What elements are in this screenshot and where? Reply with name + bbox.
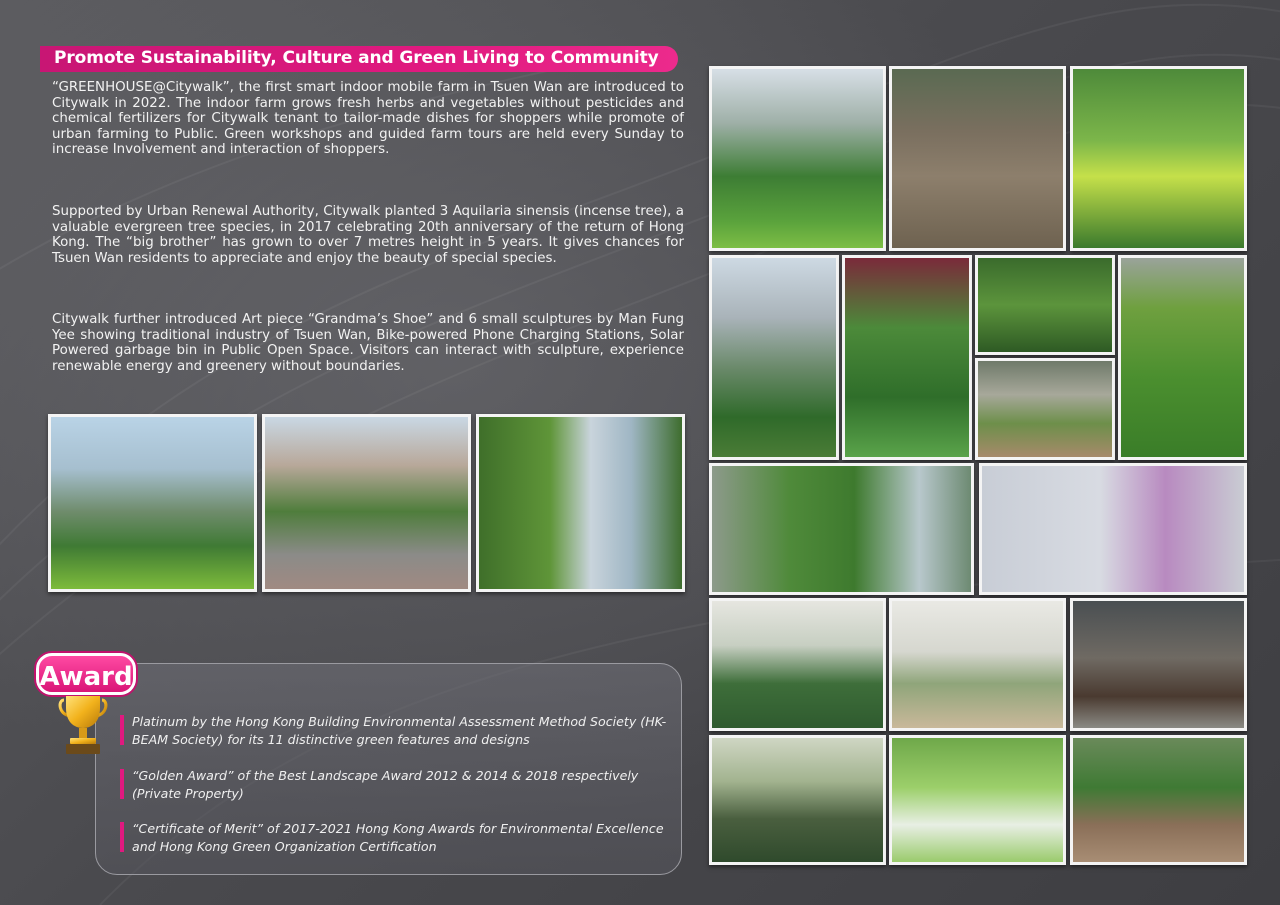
photo-green-wall — [476, 414, 685, 592]
photo-plant-label — [975, 255, 1115, 355]
award-badge-label: Award — [36, 653, 136, 695]
photo-escalator-trees — [709, 463, 974, 595]
award-item-text: “Golden Award” of the Best Landscape Award 2012 & 2014 & 2018 respectively (Private Property) — [132, 768, 639, 801]
photo-seedlings — [889, 735, 1066, 865]
photo-shoe-sculpture — [1070, 598, 1247, 731]
trophy-icon — [56, 694, 110, 756]
award-item-marker — [120, 822, 124, 852]
photo-mall-courtyard — [709, 255, 839, 460]
award-item-marker — [120, 769, 124, 799]
photo-farm-volunteers — [709, 598, 886, 731]
photo-plaza-walkway — [262, 414, 471, 592]
photo-indoor-farm-room — [889, 598, 1066, 731]
photo-gardener-watering — [1070, 66, 1247, 251]
award-item-certificate-of-merit — [120, 820, 670, 856]
photo-grandmas-shoe-sculpture — [979, 463, 1247, 595]
photo-hedge-trimming — [1118, 255, 1247, 460]
photo-bench-sculpture — [1070, 735, 1247, 865]
section-title: Promote Sustainability, Culture and Green Living to Community — [54, 48, 659, 68]
photo-citywalk-towers — [48, 414, 257, 592]
photo-planter-bed — [842, 255, 972, 460]
photo-greenhouse-cart — [975, 358, 1115, 460]
paragraph-art-piece: Citywalk further introduced Art piece “Grandma’s Shoe” and 6 small sculptures by Man Fung Yee showing traditional industry of Tsuen Wan, Bike-powered Phone Charging Stations, Solar Powered garbage bin in Public Open Space. Visitors can interact with sculpture, experience renewable energy and greenery without boundaries. — [52, 312, 684, 374]
paragraph-greenhouse: “GREENHOUSE@Citywalk”, the first smart indoor mobile farm in Tsuen Wan are introduced to Citywalk in 2022. The indoor farm grows fresh herbs and vegetables without pesticides and chemical fertilizers for Citywalk tenant to tailor-made dishes for shoppers while promote of urban farming to Public. Green workshops and guided farm tours are held every Sunday to increase Involvement and interaction of shoppers. — [52, 80, 684, 158]
award-item-text: Platinum by the Hong Kong Building Environmental Assessment Method Society (HK-BEAM Society) for its 11 distinctive green features and designs — [132, 714, 667, 747]
award-item-text: “Certificate of Merit” of 2017-2021 Hong Kong Awards for Environmental Excellence and Hong Kong Green Organization Certification — [132, 821, 664, 854]
paragraph-incense-tree: Supported by Urban Renewal Authority, Citywalk planted 3 Aquilaria sinensis (incense tree), a valuable evergreen tree species, in 2017 celebrating 20th anniversary of the return of Hong Kong. The “big brother” has grown to over 7 metres height in 5 years. It gives chances for Tsuen Wan residents to appreciate and enjoy the beauty of special species. — [52, 204, 684, 266]
photo-tree-garden — [709, 66, 886, 251]
award-item-marker — [120, 715, 124, 745]
award-item-hk-beam — [120, 713, 670, 749]
award-badge — [36, 653, 136, 695]
photo-soil-sensor — [889, 66, 1066, 251]
photo-workshop-group — [709, 735, 886, 865]
section-header — [40, 46, 678, 72]
award-item-golden-award — [120, 767, 670, 803]
